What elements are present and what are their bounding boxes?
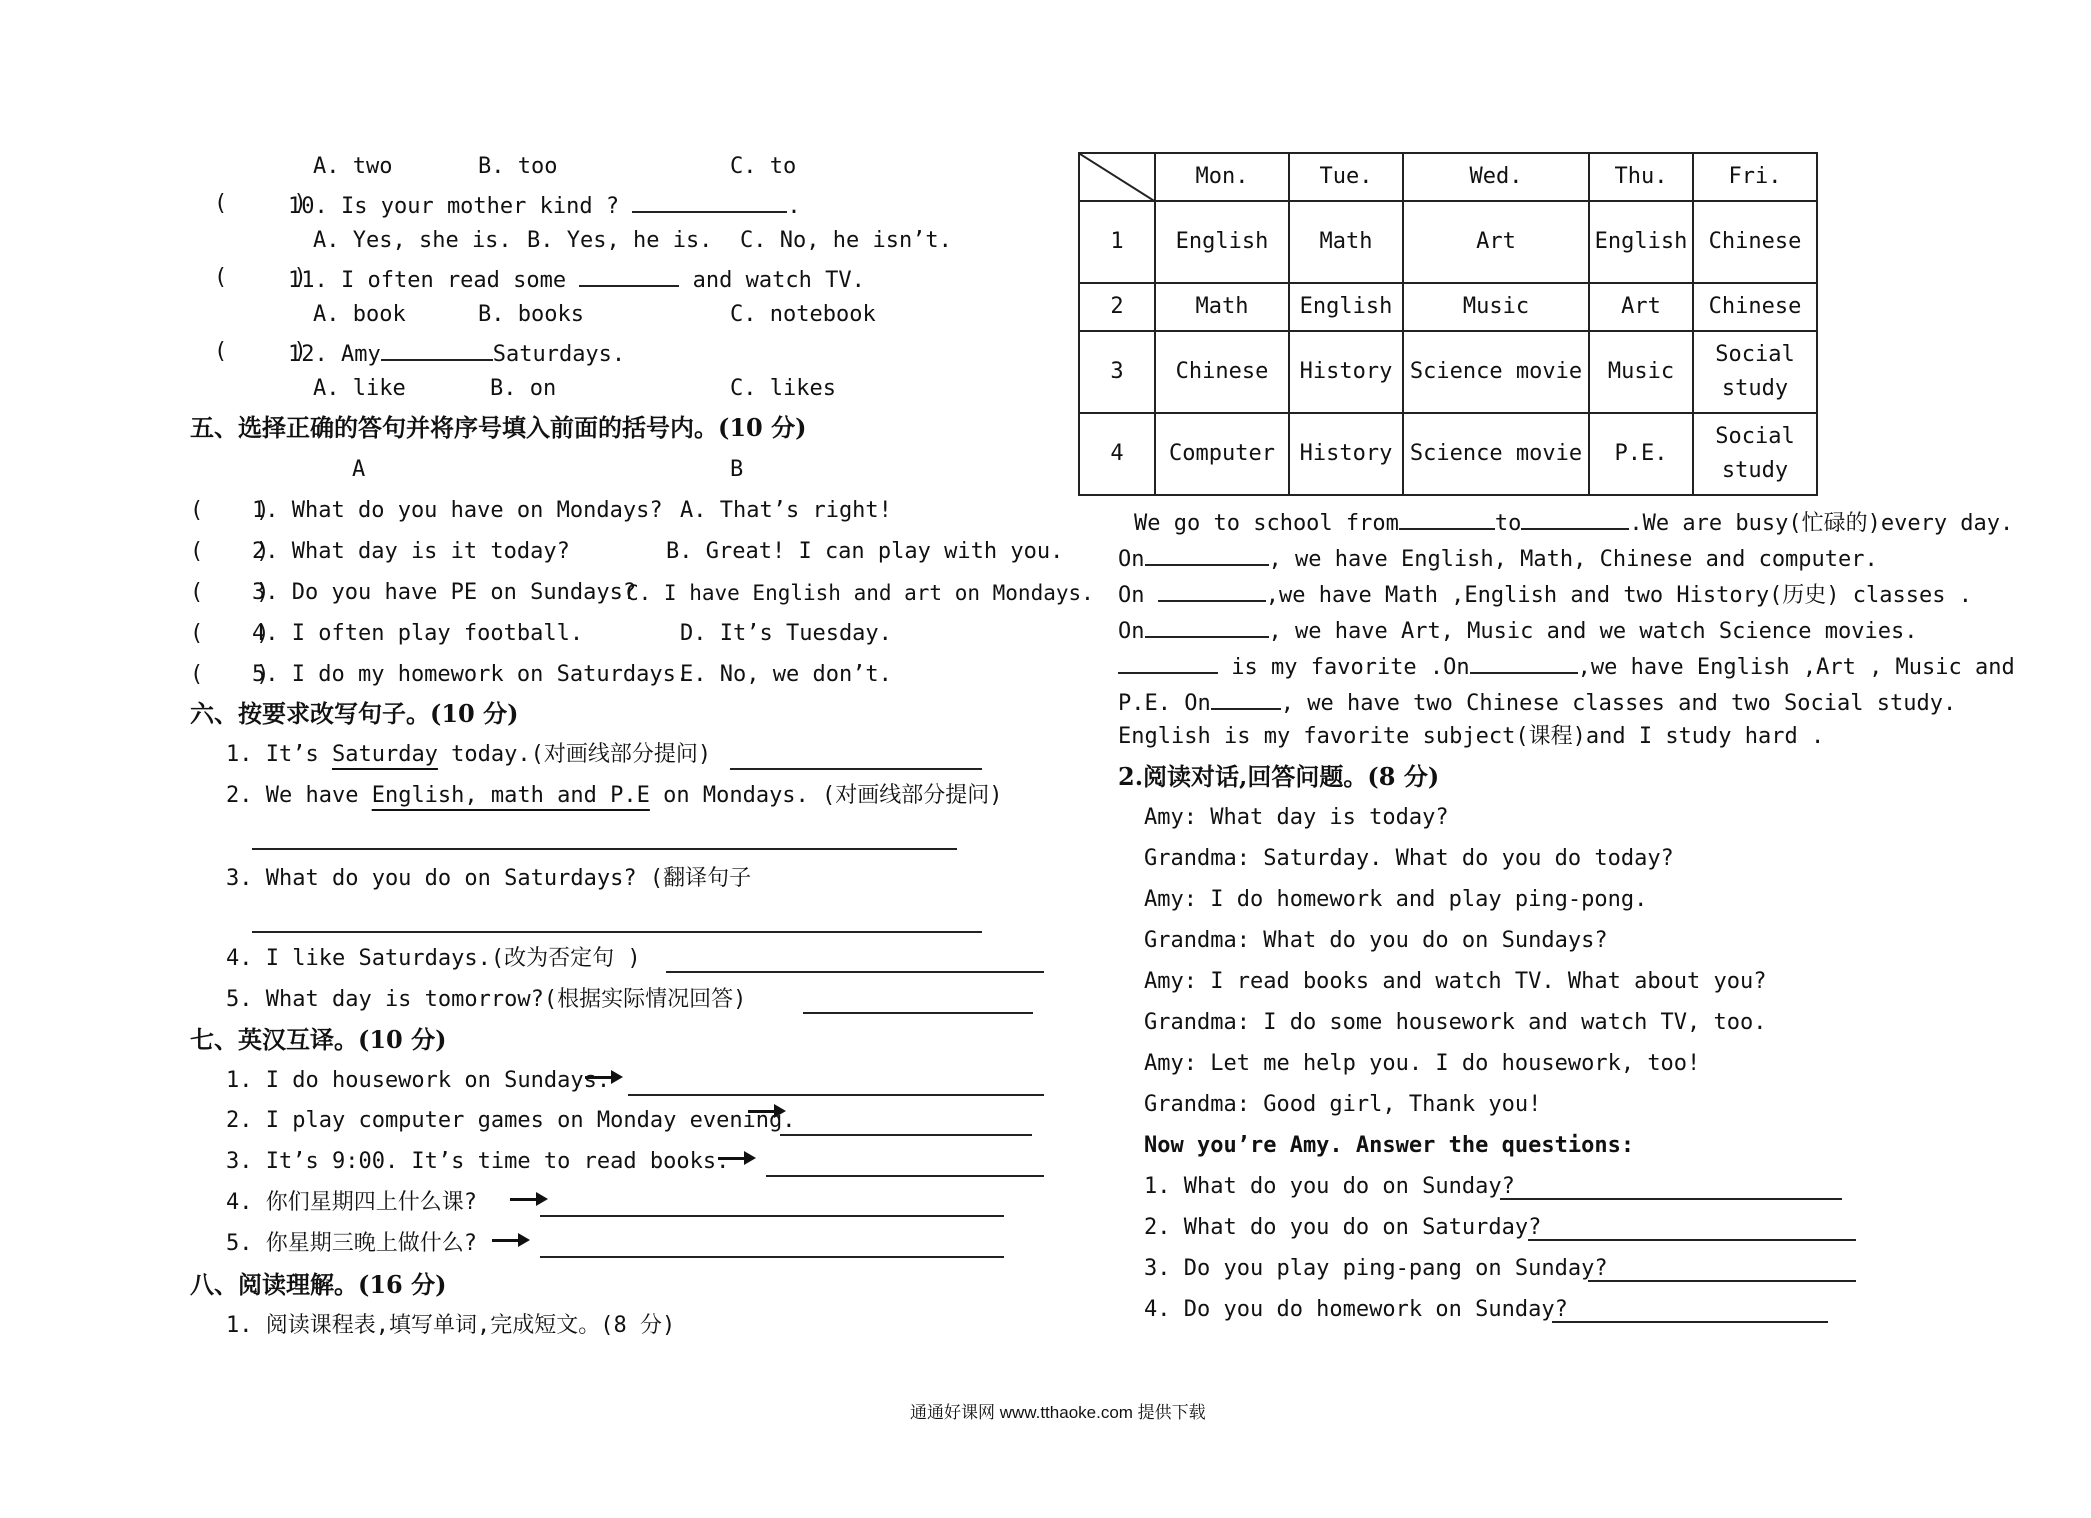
section6-sentence-4: 4. I like Saturdays.(改为否定句 ) xyxy=(226,946,641,971)
s1-post: today.(对画线部分提问) xyxy=(437,742,712,767)
dialog-question-1: 1. What do you do on Sunday? xyxy=(1144,1174,1515,1199)
section7-item-1: 1. I do housework on Sundays. xyxy=(226,1068,611,1093)
schedule-cell: Science movie xyxy=(1403,413,1589,495)
s2-post: on Mondays. (对画线部分提问) xyxy=(649,783,1003,808)
q10-answer-paren[interactable]: ( ) xyxy=(214,191,307,216)
section7-item-5: 5. 你星期三晚上做什么? xyxy=(226,1231,477,1256)
schedule-cell: Social study xyxy=(1693,331,1817,413)
schedule-cell: Science movie xyxy=(1403,331,1589,413)
dialog-answer-line-4[interactable] xyxy=(1552,1321,1828,1323)
schedule-cell: Chinese xyxy=(1155,331,1289,413)
section6-answer-line-5[interactable] xyxy=(803,1012,1033,1014)
q9-option-c: C. to xyxy=(730,154,797,179)
schedule-cell: English xyxy=(1289,283,1403,331)
passage-text: We go to school from xyxy=(1134,511,1399,536)
diagonal-line xyxy=(1080,154,1156,202)
passage-text: On xyxy=(1118,583,1145,608)
section5-paren-1[interactable]: ( ) xyxy=(190,498,270,523)
dialog-answer-line-1[interactable] xyxy=(1500,1198,1842,1200)
s1-underlined: Saturday xyxy=(331,742,438,767)
passage-line-4 xyxy=(1118,614,1918,647)
passage-line-6 xyxy=(1118,686,1956,719)
section7-answer-line-1[interactable] xyxy=(628,1094,1044,1096)
section5-answer-e: E. No, we don’t. xyxy=(680,662,892,687)
schedule-period-number: 4 xyxy=(1079,413,1155,495)
dialog-line: Grandma: Good girl, Thank you! xyxy=(1144,1092,1542,1117)
q9-option-b: B. too xyxy=(478,154,558,179)
dialog-line: Amy: I do homework and play ping-pong. xyxy=(1144,887,1648,912)
q11-option-a: A. book xyxy=(313,302,406,327)
arrow-right-icon xyxy=(510,1198,544,1201)
schedule-day-header: Thu. xyxy=(1589,153,1693,201)
section5-paren-5[interactable]: ( ) xyxy=(190,662,270,687)
schedule-cell: Art xyxy=(1403,201,1589,283)
passage-blank[interactable] xyxy=(1145,542,1269,566)
dialog-line: Amy: What day is today? xyxy=(1144,805,1449,830)
arrow-right-icon xyxy=(585,1076,619,1079)
q10-question: 10. Is your mother kind ? . xyxy=(288,189,801,222)
section7-title: 七、英汉互译。(10 分) xyxy=(190,1025,447,1054)
schedule-table xyxy=(1078,152,1818,496)
section5-paren-2[interactable]: ( ) xyxy=(190,539,270,564)
q12-option-c: C. likes xyxy=(730,376,836,401)
section6-sentence-3: 3. What do you do on Saturdays? (翻译句子 xyxy=(226,866,752,891)
schedule-cell: Chinese xyxy=(1693,201,1817,283)
schedule-period-number: 2 xyxy=(1079,283,1155,331)
section5-column-a: A xyxy=(352,457,366,482)
section7-answer-line-3[interactable] xyxy=(766,1175,1044,1177)
passage-blank[interactable] xyxy=(1399,506,1495,530)
q12-answer-paren[interactable]: ( ) xyxy=(214,339,307,364)
q11-option-b: B. books xyxy=(478,302,584,327)
passage-line-2 xyxy=(1118,542,1878,575)
dialog-question-4: 4. Do you do homework on Sunday? xyxy=(1144,1297,1568,1322)
passage-line-5 xyxy=(1118,650,2015,683)
schedule-cell: Chinese xyxy=(1693,283,1817,331)
section5-answer-a: A. That’s right! xyxy=(680,498,892,523)
q10-option-c: C. No, he isn’t. xyxy=(740,228,952,253)
schedule-cell: Math xyxy=(1289,201,1403,283)
arrow-right-icon xyxy=(718,1157,752,1160)
section5-question-4: 4. I often play football. xyxy=(252,621,584,646)
q11-text-pre: 11. I often read some xyxy=(288,268,567,293)
schedule-cell: Music xyxy=(1403,283,1589,331)
q12-option-a: A. like xyxy=(313,376,406,401)
dialog-line: Amy: I read books and watch TV. What about you? xyxy=(1144,969,1767,994)
schedule-cell: History xyxy=(1289,331,1403,413)
arrow-right-icon xyxy=(748,1110,782,1113)
passage-text: , we have two Chinese classes and two Social study. xyxy=(1280,691,1957,716)
s2-pre: 2. We have xyxy=(226,783,372,808)
passage-line-1 xyxy=(1134,506,2013,539)
arrow-right-icon xyxy=(492,1239,526,1242)
section6-sentence-5: 5. What day is tomorrow?(根据实际情况回答) xyxy=(226,987,747,1012)
dialog-line: Amy: Let me help you. I do housework, too! xyxy=(1144,1051,1701,1076)
schedule-cell: English xyxy=(1589,201,1693,283)
schedule-cell: Computer xyxy=(1155,413,1289,495)
schedule-cell: Math xyxy=(1155,283,1289,331)
dialog-title: 2.阅读对话,回答问题。(8 分) xyxy=(1118,762,1440,791)
section5-answer-d: D. It’s Tuesday. xyxy=(680,621,892,646)
q10-blank[interactable] xyxy=(632,189,787,213)
section6-answer-line-1[interactable] xyxy=(730,768,982,770)
q12-text-pre: 12. Amy xyxy=(288,342,381,367)
section6-sentence-2 xyxy=(226,781,1003,811)
schedule-cell: Social study xyxy=(1693,413,1817,495)
q11-answer-paren[interactable]: ( ) xyxy=(214,265,307,290)
section6-title: 六、按要求改写句子。(10 分) xyxy=(190,699,519,728)
q12-option-b: B. on xyxy=(490,376,557,401)
passage-text: , we have Art, Music and we watch Science movies. xyxy=(1268,619,1918,644)
section6-sentence-1 xyxy=(226,740,711,770)
q10-text: 10. Is your mother kind ? xyxy=(288,194,620,219)
schedule-day-header: Mon. xyxy=(1155,153,1289,201)
passage-line-7: English is my favorite subject(课程)and I study hard . xyxy=(1118,724,1825,749)
section7-item-3: 3. It’s 9:00. It’s time to read books. xyxy=(226,1149,730,1174)
section5-title: 五、选择正确的答句并将序号填入前面的括号内。(10 分) xyxy=(190,413,807,442)
section7-answer-line-2[interactable] xyxy=(780,1134,1032,1136)
section5-question-2: 2. What day is it today? xyxy=(252,539,570,564)
passage-text: to xyxy=(1494,511,1522,536)
passage-blank[interactable] xyxy=(1145,614,1269,638)
passage-text: ,we have English ,Art , Music and xyxy=(1577,655,2015,680)
schedule-day-header: Wed. xyxy=(1403,153,1589,201)
section5-paren-3[interactable]: ( ) xyxy=(190,580,270,605)
dialog-answer-line-2[interactable] xyxy=(1528,1239,1856,1241)
dialog-answer-line-3[interactable] xyxy=(1588,1280,1856,1282)
section8-title: 八、阅读理解。(16 分) xyxy=(190,1270,447,1299)
passage-line-3 xyxy=(1118,578,1972,611)
s2-underlined: English, math and P.E xyxy=(371,783,650,808)
dialog-line: Grandma: I do some housework and watch TV, too. xyxy=(1144,1010,1767,1035)
passage-text: On xyxy=(1118,547,1145,572)
section5-question-3: 3. Do you have PE on Sundays? xyxy=(252,580,637,605)
q12-blank[interactable] xyxy=(381,337,493,361)
q12-question xyxy=(288,337,625,370)
dialog-instruction: Now you’re Amy. Answer the questions: xyxy=(1144,1133,1635,1158)
schedule-period-number: 3 xyxy=(1079,331,1155,413)
section5-question-5: 5. I do my homework on Saturdays. xyxy=(252,662,690,687)
schedule-cell: Music xyxy=(1589,331,1693,413)
section5-answer-b: B. Great! I can play with you. xyxy=(666,539,1064,564)
section5-question-1: 1. What do you have on Mondays? xyxy=(252,498,663,523)
schedule-day-header: Fri. xyxy=(1693,153,1817,201)
q11-question xyxy=(288,263,865,296)
q11-option-c: C. notebook xyxy=(730,302,876,327)
schedule-cell: P.E. xyxy=(1589,413,1693,495)
schedule-cell: Art xyxy=(1589,283,1693,331)
q10-option-a: A. Yes, she is. xyxy=(313,228,512,253)
section5-column-b: B xyxy=(730,457,744,482)
schedule-period-number: 1 xyxy=(1079,201,1155,283)
passage-text: .We are busy(忙碌的)every day. xyxy=(1629,511,2014,536)
passage-blank[interactable] xyxy=(1521,506,1629,530)
passage-text: ,we have Math ,English and two History(历史) classes . xyxy=(1265,583,1973,608)
section5-answer-c: C. I have English and art on Mondays. xyxy=(626,581,1094,605)
section6-answer-line-2[interactable] xyxy=(252,848,957,850)
section7-item-2: 2. I play computer games on Monday evening. xyxy=(226,1108,796,1133)
q11-text-post: and watch TV. xyxy=(692,268,865,293)
passage-text: , we have English, Math, Chinese and computer. xyxy=(1268,547,1878,572)
passage-blank[interactable] xyxy=(1211,686,1281,710)
passage-blank[interactable] xyxy=(1470,650,1578,674)
q11-blank[interactable] xyxy=(579,263,679,287)
section7-answer-line-5[interactable] xyxy=(540,1256,1004,1258)
section5-paren-4[interactable]: ( ) xyxy=(190,621,270,646)
s1-pre: 1. It’s xyxy=(226,742,332,767)
schedule-corner-cell xyxy=(1079,153,1155,201)
q9-option-a: A. two xyxy=(313,154,393,179)
section6-answer-line-4[interactable] xyxy=(666,971,1044,973)
schedule-cell: History xyxy=(1289,413,1403,495)
schedule-day-header: Tue. xyxy=(1289,153,1403,201)
passage-text: P.E. On xyxy=(1118,691,1211,716)
q10-option-b: B. Yes, he is. xyxy=(527,228,713,253)
dialog-line: Grandma: Saturday. What do you do today? xyxy=(1144,846,1674,871)
passage-blank[interactable] xyxy=(1158,578,1266,602)
schedule-cell: English xyxy=(1155,201,1289,283)
dialog-line: Grandma: What do you do on Sundays? xyxy=(1144,928,1608,953)
dialog-question-2: 2. What do you do on Saturday? xyxy=(1144,1215,1542,1240)
passage-text: is my favorite .On xyxy=(1231,655,1470,680)
section6-answer-line-3[interactable] xyxy=(252,931,982,933)
passage-text: On xyxy=(1118,619,1145,644)
footer-credit: 通通好课网 www.tthaoke.com 提供下载 xyxy=(910,1403,1206,1422)
section7-answer-line-4[interactable] xyxy=(540,1215,1004,1217)
section8-sub1: 1. 阅读课程表,填写单词,完成短文。(8 分) xyxy=(226,1313,676,1338)
passage-blank[interactable] xyxy=(1118,650,1218,674)
dialog-question-3: 3. Do you play ping-pang on Sunday? xyxy=(1144,1256,1608,1281)
q12-text-post: Saturdays. xyxy=(492,342,626,367)
section7-item-4: 4. 你们星期四上什么课? xyxy=(226,1190,477,1215)
